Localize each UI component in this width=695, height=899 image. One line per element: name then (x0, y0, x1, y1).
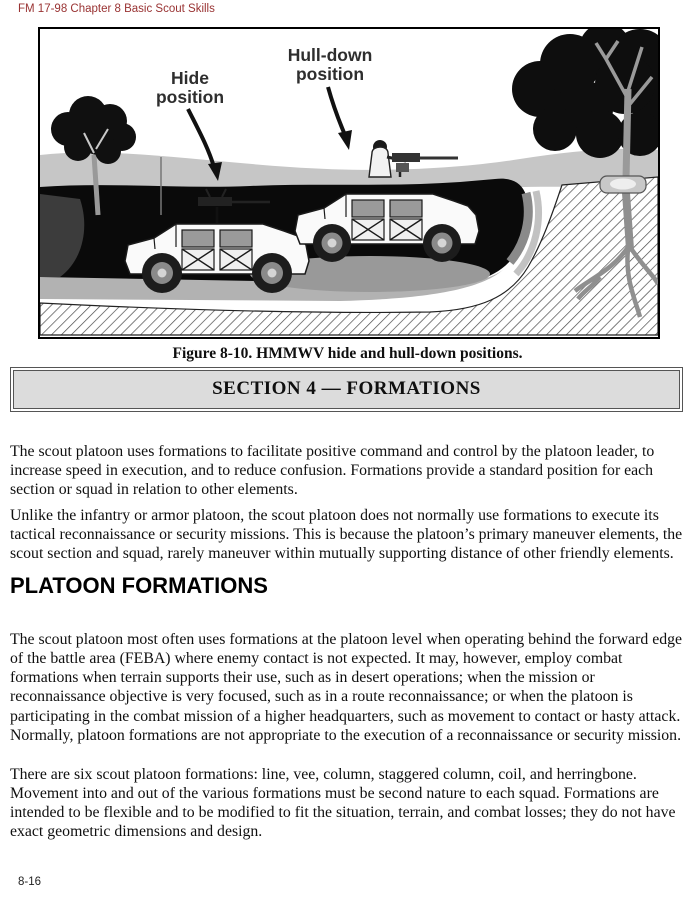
figure-caption: Figure 8-10. HMMWV hide and hull-down positions. (172, 345, 523, 362)
hull-down-label-line2: position (295, 64, 365, 84)
section-header-inner (13, 370, 680, 409)
figure-8-10-illustration (38, 27, 660, 339)
page-number: 8-16 (18, 876, 42, 888)
hull-down-label-line1: Hull-down (287, 45, 373, 65)
section-title: SECTION 4 — FORMATIONS (212, 378, 481, 399)
hmmwv-positions-drawing (40, 29, 658, 337)
paragraph-six-formations: There are six scout platoon formations: line, vee, column, staggered column, coil, and herringbone. Movement into and out of the various formations must be second nature to each squad. Formations are intended to be flexible and to be modified to fit the situation, terrain, and combat losses; they do not have exact geometric dimensions and design. (10, 765, 676, 841)
platoon-formations-heading: PLATOON FORMATIONS (10, 573, 268, 598)
hide-label-line2: position (155, 87, 225, 107)
document-header: FM 17-98 Chapter 8 Basic Scout Skills (18, 3, 215, 15)
paragraph-feba-usage: The scout platoon most often uses formations at the platoon level when operating behind the forward edge of the battle area (FEBA) where enemy contact is not expected. It may, however, employ combat formations when terrain supports their use, such as in desert operations; when the mission or reconnaissance objective is very focused, such as in a route reconnaissance; or when the platoon is participating in the combat mission of a higher headquarters, such as movement to contact or hasty attack. Normally, platoon formations are not appropriate to the execution of a reconnaissance or security mission. (10, 630, 683, 744)
paragraph-unlike-infantry: Unlike the infantry or armor platoon, the scout platoon does not normally use formations to execute its tactical reconnaissance or security missions. This is because the platoon’s primary maneuver elements, the scout section and squad, rarely maneuver within mutually supporting distance of other friendly elements. (10, 506, 683, 563)
section-header-box (10, 367, 683, 412)
paragraph-formations-purpose: The scout platoon uses formations to facilitate positive command and control by the platoon leader, to increase speed in execution, and to reduce confusion. Formations provide a standard position for each section or squad in relation to other elements. (10, 442, 655, 499)
hide-label-line1: Hide (171, 68, 209, 88)
